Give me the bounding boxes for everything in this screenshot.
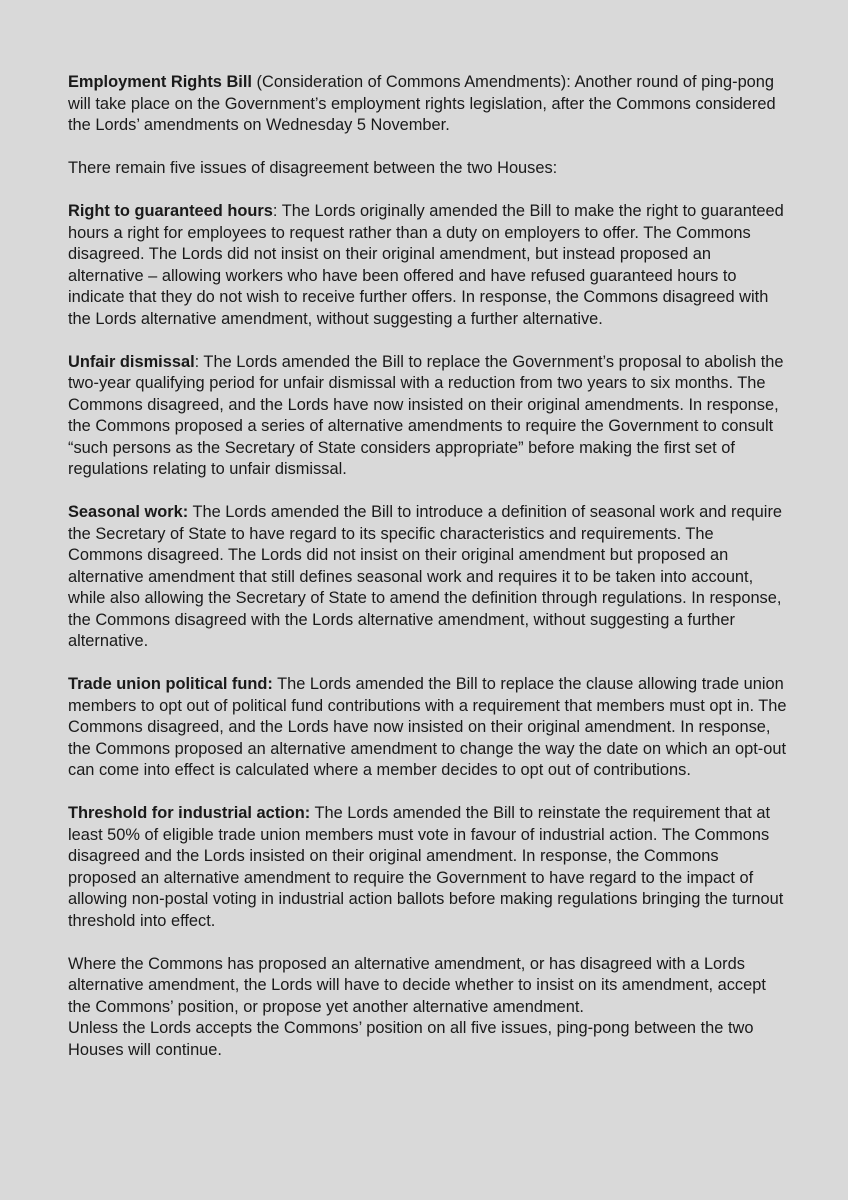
issue-industrial-action (68, 803, 788, 932)
issue-text: : The Lords amended the Bill to replace the Government’s proposal to abolish the two-year qualifying period for unfair dismissal with a reduction from two years to six months. The Commons disagreed, and the Lords have now insisted on their original amendments. In response, the Commons proposed a series of alternative amendments to require the Government to consult “such persons as the Secretary of State considers appropriate” before making the first set of regulations relating to unfair dismissal. (68, 352, 784, 478)
issue-title: Trade union political fund: (68, 675, 273, 693)
summary-paragraph: There remain five issues of disagreement between the two Houses: (68, 159, 558, 177)
issue-guaranteed-hours (68, 201, 788, 330)
closing-paragraph: Where the Commons has proposed an alternative amendment, or has disagreed with a Lords alternative amendment, the Lords will have to decide whether to insist on its amendment, accept the Commons’ position, or propose yet another alternative amendment. (68, 954, 766, 1016)
issue-text: The Lords amended the Bill to reinstate the requirement that at least 50% of eligible trade union members must vote in favour of industrial action. The Commons disagreed and the Lords insisted on their original amendment. In response, the Commons proposed an alternative amendment to require the Government to have regard to the impact of allowing non-postal voting in industrial action ballots before making regulations bringing the turnout threshold into effect. (68, 804, 784, 930)
issue-title: Right to guaranteed hours (68, 202, 273, 220)
intro-text: (Consideration of Commons Amendments): Another round of ping-pong will take place on the Government’s employment rights legislation, after the Commons considered the Lords’ amendments on Wednesday 5 November. (68, 73, 776, 134)
issue-title: Threshold for industrial action: (68, 804, 311, 822)
issue-title: Unfair dismissal (68, 352, 195, 371)
issue-text: The Lords amended the Bill to introduce a definition of seasonal work and require the Secretary of State to have regard to its specific characteristics and requirements. The Commons disagreed. The Lords did not insist on their original amendment but proposed an alternative amendment that still defines seasonal work and requires it to be taken into account, while also allowing the Secretary of State to amend the definition through regulations. In response, the Commons disagreed with the Lords alternative amendment, without suggesting a further alternative. (68, 503, 783, 650)
issue-seasonal-work (68, 502, 788, 653)
closing-paragraph: Unless the Lords accepts the Commons’ position on all five issues, ping-pong between the two Houses will continue. (68, 1019, 754, 1059)
issue-title: Seasonal work: (68, 503, 189, 521)
bill-title: Employment Rights Bill (68, 73, 252, 91)
issue-text: : The Lords originally amended the Bill to make the right to guaranteed hours a right for employees to request rather than a duty on employers to offer. The Commons disagreed. The Lords did not insist on their original amendment, but instead proposed an alternative – allowing workers who have been offered and have refused guaranteed hours to indicate that they do not wish to receive further offers. In response, the Commons disagreed with the Lords alternative amendment, without suggesting a further alternative. (68, 202, 784, 328)
issue-political-fund (68, 674, 788, 782)
issue-unfair-dismissal (68, 352, 788, 481)
issue-text: The Lords amended the Bill to replace the clause allowing trade union members to opt out of political fund contributions with a requirement that members must opt in. The Commons disagreed, and the Lords have now insisted on their original amendment. In response, the Commons proposed an alternative amendment to change the way the date on which an opt-out can come into effect is calculated where a member decides to opt out of contributions. (68, 675, 787, 779)
intro-paragraph (68, 72, 788, 137)
